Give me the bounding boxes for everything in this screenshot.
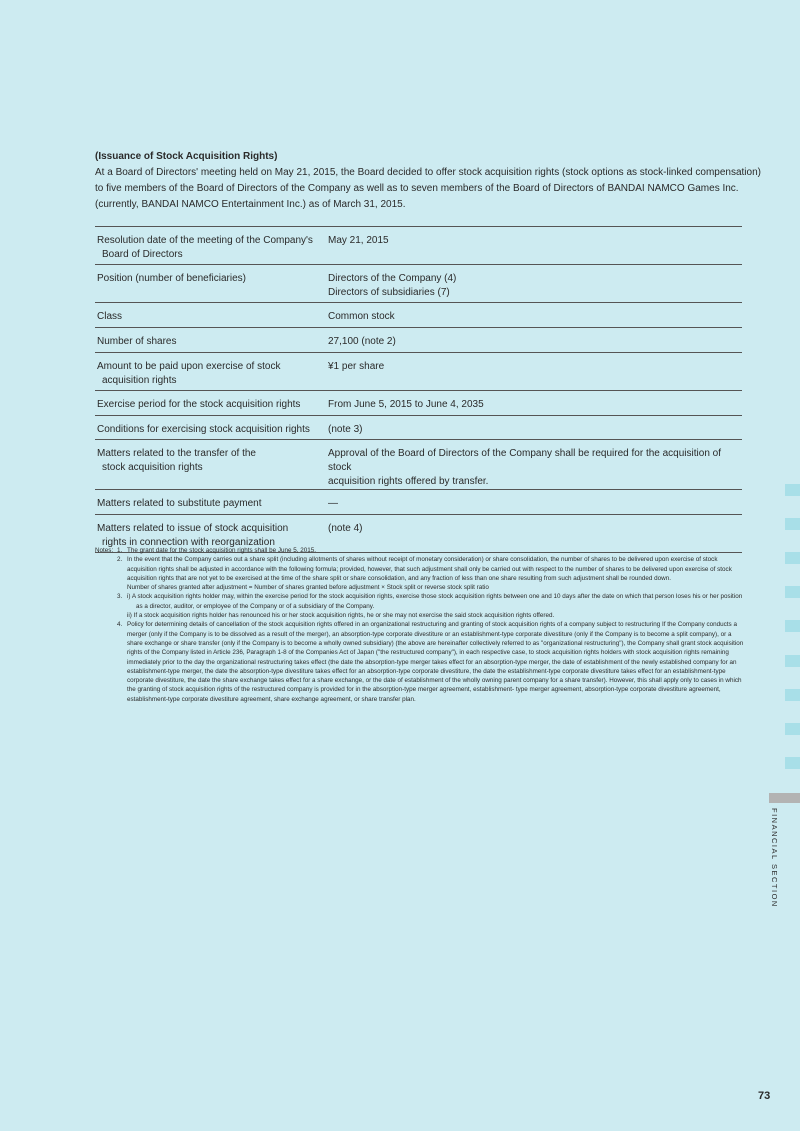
row-value-line: Approval of the Board of Directors of the Company shall be required for the acquisition of stock [328,448,721,473]
note-paragraph: ii) If a stock acquisition rights holder has renounced his or her stock acquisition rights, he or she may not exercise the said stock acquisition rights offered. [127,612,555,620]
row-value [328,227,742,265]
row-label [95,227,328,265]
note-paragraph: In the event that the Company carries out a share split (including allotments of shares without receipt of monetary consideration) or share consolidation, the number of shares to be delivered upon exercise of stock acquisition rights shall be adjusted in accordance with the following formula; provided, however, that such adjustment shall only be carried out with respect to the number of shares to be delivered upon exercise of stock acquisition rights that are not yet to be exercised at the time of the share split or share consolidation, and any fraction of less than one share resulting from such adjustment shall be rounded down. [127,556,732,582]
note-item [95,592,745,620]
table-row [95,440,742,490]
row-label-line: Resolution date of the meeting of the Company's [97,235,313,246]
notes-label [95,555,117,592]
section-tab[interactable] [785,484,800,496]
row-value-line: acquisition rights offered by transfer. [328,476,489,487]
note-item [95,555,745,592]
row-value [328,416,742,440]
row-label-line: Matters related to the transfer of the [97,448,256,459]
row-value-line: Directors of the Company (4) [328,273,457,284]
note-item [95,620,745,704]
table-row [95,490,742,515]
row-label [95,303,328,328]
row-label-line: Amount to be paid upon exercise of stock [97,361,281,372]
section-tab[interactable] [785,723,800,735]
intro-paragraph [95,165,761,213]
row-label [95,353,328,391]
row-value-line: From June 5, 2015 to June 4, 2035 [328,399,484,410]
row-label-line: Board of Directors [102,249,183,260]
row-value-line: (note 4) [328,523,363,534]
section-tab[interactable] [785,586,800,598]
row-label [95,265,328,303]
page-number: 73 [758,1090,771,1102]
row-value [328,353,742,391]
note-paragraph: i) A stock acquisition rights holder may, within the exercise period for the stock acquisition rights, exercise those stock acquisition rights between one and 10 days after the date on which that person loses his or her position as a director, auditor, or employee of the Company or of a subsidiary of the Company. [127,593,743,610]
table-row [95,265,742,303]
note-text [127,592,745,620]
row-label-line: rights in connection with reorganization [102,537,275,548]
row-value [328,303,742,328]
note-text [127,555,745,592]
row-label-line: stock acquisition rights [102,462,203,473]
active-section-tab[interactable] [769,793,800,803]
intro-line: to five members of the Board of Directors of the Company as well as to seven members of the Board of Directors of BANDAI NAMCO Games Inc. [95,183,739,194]
note-number: 1. [117,547,123,554]
row-label-line: Matters related to issue of stock acquisition [97,523,289,534]
row-label [95,416,328,440]
row-label [95,440,328,490]
section-tab[interactable] [785,757,800,769]
note-paragraph: The grant date for the stock acquisition rights shall be June 5, 2015. [127,547,317,554]
note-number: 4. [117,621,123,629]
note-paragraph: Policy for determining details of cancellation of the stock acquisition rights offered in an organizational restructuring and granting of stock acquisition rights of a company subject to restructuring If the Company conducts a merger (only if the Company is to be dissolved as a result of the merger), an absorption-type corporate divestiture or an establishment-type corporate divestiture (only if the Company is to become a split company), or a share exchange or share transfer (only if the Company is to become a wholly owned subsidiary) (the above are hereinafter collectively referred to as "organizational restructuring"), the Company shall grant stock acquisition rights of the Company listed in Article 236, Paragraph 1-8 of the Companies Act of Japan ("the restructured company"), in each respective case, to stock acquisition rights holders with stock acquisition rights remaining immediately prior to the day the organizational restructuring takes effect (the date the absorption-type merger takes effect for an absorption-type merger, the date of establishment of the newly established company for an establishment-type merger, the date the absorption-type divestiture takes effect for an absorption-type corporate divestiture, the date the establishment-type corporate divestiture takes effect for an establishment-type corporate divestiture, the date the share exchange takes effect for a share exchange, or the date of establishment of the wholly owning parent company for a share transfer). However, this shall apply only to cases in which the granting of stock acquisition rights of the restructured company is provided for in the absorption-type merger agreement, establishment- type merger agreement, absorption-type corporate divestiture agreement, establishment-type corporate divestiture agreement, share exchange agreement, or share transfer plan. [127,621,744,703]
row-label-line: Exercise period for the stock acquisition rights [97,399,301,410]
note-number: 3. [117,593,123,601]
side-section-label: FINANCIAL SECTION [770,808,779,908]
notes-label [95,620,117,704]
row-label [95,391,328,416]
row-value-line: 27,100 (note 2) [328,336,396,347]
row-value-line: Directors of subsidiaries (7) [328,287,450,298]
table-row [95,328,742,353]
section-tab[interactable] [785,655,800,667]
row-value-line: ¥1 per share [328,361,385,372]
note-paragraph: Number of shares granted after adjustment = Number of shares granted before adjustment × Stock split or reverse stock split ratio [127,584,489,592]
section-heading: (Issuance of Stock Acquisition Rights) [95,151,278,162]
row-value-line: — [328,498,338,509]
notes-label [95,592,117,620]
notes [95,546,745,704]
row-label-line: Number of shares [97,336,177,347]
stock-rights-table [95,226,742,553]
section-tab[interactable] [785,620,800,632]
row-label [95,328,328,353]
table-row [95,227,742,265]
table-row [95,416,742,440]
row-value [328,440,742,490]
note-text [127,546,745,555]
notes-label: Notes: [95,547,114,554]
row-value [328,265,742,303]
row-label-line: Matters related to substitute payment [97,498,262,509]
row-label-line: Conditions for exercising stock acquisition rights [97,424,310,435]
note-item [95,546,745,555]
row-value [328,490,742,515]
row-value [328,328,742,353]
row-label-line: acquisition rights [102,375,177,386]
table-row [95,303,742,328]
row-label [95,490,328,515]
table-row [95,353,742,391]
row-value-line: (note 3) [328,424,363,435]
row-value-line: Common stock [328,311,395,322]
row-value-line: May 21, 2015 [328,235,389,246]
row-label-line: Class [97,311,123,322]
note-number: 2. [117,556,123,564]
table-row [95,391,742,416]
row-value [328,391,742,416]
intro-line: At a Board of Directors' meeting held on May 21, 2015, the Board decided to offer stock acquisition rights (stock options as stock-linked compensation) [95,167,761,178]
note-text [127,620,745,704]
intro-line: (currently, BANDAI NAMCO Entertainment Inc.) as of March 31, 2015. [95,199,406,210]
row-label-line: Position (number of beneficiaries) [97,273,246,284]
section-tab[interactable] [785,689,800,701]
section-tab[interactable] [785,518,800,530]
section-tab[interactable] [785,552,800,564]
